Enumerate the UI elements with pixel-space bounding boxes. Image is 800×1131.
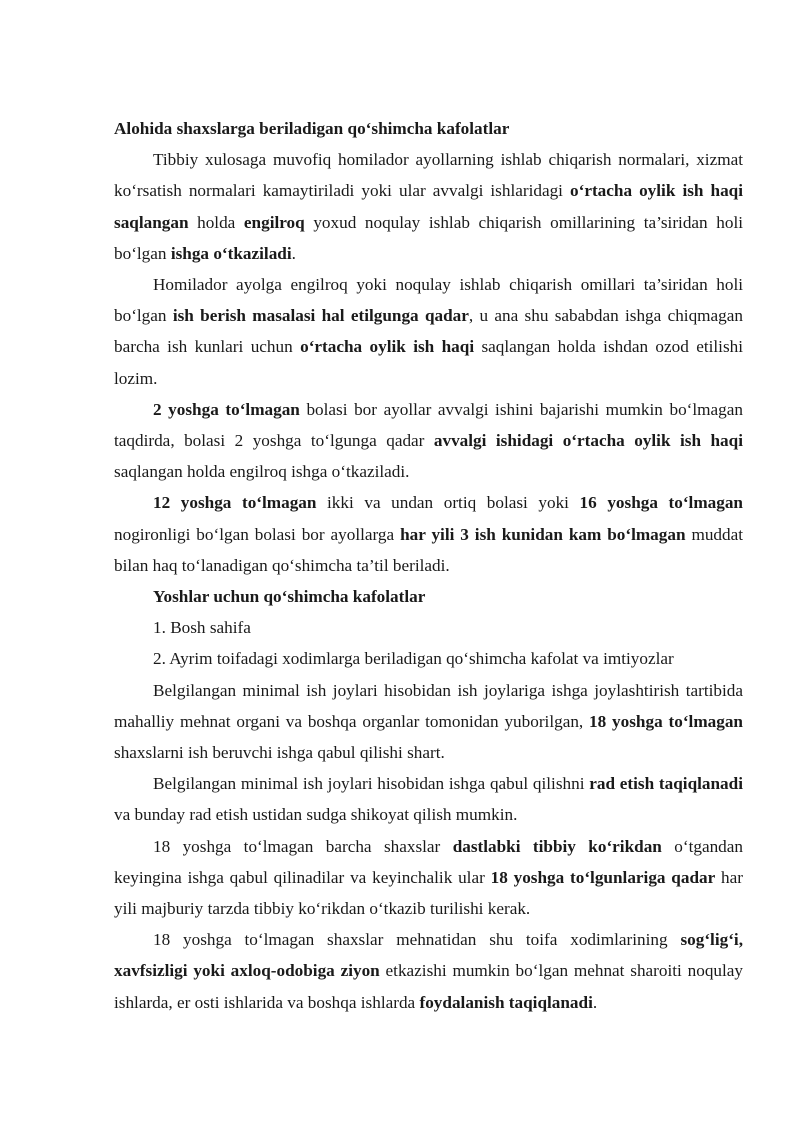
paragraph	[114, 924, 743, 1018]
bold-text: engilroq	[243, 212, 305, 232]
text-run: Yoshlar uchun qo‘shimcha kafolatlar	[153, 587, 426, 607]
bold-text: 12 yoshga to‘lmagan	[153, 493, 317, 513]
list-item	[114, 643, 743, 674]
text-run: yoxud noqulay ishlab chiqarish omillarining ta’siridan holi bo‘lgan	[114, 212, 743, 263]
text-run: o‘tgandan keyingina ishga qabul qilinadilar va keyinchalik ular	[114, 836, 743, 887]
text-run: Belgilangan minimal ish joylari hisobidan ishga qabul qilishni	[153, 774, 590, 794]
text-run: nogironligi bo‘lgan bolasi bor ayollarga	[114, 524, 401, 544]
bold-text: 18 yoshga to‘lmagan	[589, 711, 743, 731]
text-run: saqlangan holda engilroq ishga o‘tkaziladi.	[114, 462, 410, 482]
text-run: Homilador ayolga engilroq yoki noqulay ishlab chiqarish omillari ta’siridan holi bo‘lgan	[114, 275, 743, 326]
text-run: holda	[188, 212, 244, 232]
text-run: , u ana shu sababdan ishga chiqmagan barcha ish kunlari uchun	[114, 306, 743, 357]
text-run: .	[592, 992, 598, 1012]
paragraph	[114, 269, 743, 394]
bold-text: 2 yoshga to‘lmagan	[153, 399, 300, 419]
bold-text: ish berish masalasi hal etilgunga qadar	[172, 306, 469, 326]
text-run: shaxslarni ish beruvchi ishga qabul qilishi shart.	[114, 743, 445, 763]
text-run: .	[291, 243, 296, 263]
bold-text: foydalanish taqiqlanadi	[419, 992, 593, 1012]
document-body	[114, 144, 743, 1018]
text-run: 2. Ayrim toifadagi xodimlarga beriladigan qo‘shimcha kafolat va imtiyozlar	[153, 649, 674, 669]
text-run: 18 yoshga to‘lmagan shaxslar mehnatidan shu toifa xodimlarining	[153, 930, 681, 950]
text-run: Tibbiy xulosaga muvofiq homilador ayollarning ishlab chiqarish normalari, xizmat ko‘rsatish normalari kamaytiriladi yoki ular avvalgi ishlaridagi	[114, 150, 743, 201]
bold-text: ishga o‘tkaziladi	[170, 243, 292, 263]
bold-text: sog‘lig‘i, xavfsizligi yoki axloq-odobiga ziyon	[114, 930, 743, 981]
text-run: 18 yoshga to‘lmagan barcha shaxslar	[153, 836, 453, 856]
bold-text: 18 yoshga to‘lgunlariga qadar	[490, 867, 716, 887]
text-run: etkazishi mumkin bo‘lgan mehnat sharoiti noqulay ishlarda, er osti ishlarida va boshqa ishlarda	[114, 961, 743, 1012]
text-run: saqlangan holda ishdan ozod etilishi lozim.	[114, 337, 744, 388]
bold-text: 16 yoshga to‘lmagan	[579, 493, 743, 513]
paragraph	[114, 487, 743, 581]
section-heading: Alohida shaxslarga beriladigan qo‘shimcha kafolatlar	[114, 119, 510, 138]
document-page	[114, 113, 743, 1018]
paragraph	[114, 675, 743, 769]
bold-text: o‘rtacha oylik ish haqi	[300, 337, 475, 357]
text-run: har yili majburiy tarzda tibbiy ko‘rikdan o‘tkazib turilishi kerak.	[114, 867, 743, 919]
paragraph	[114, 394, 743, 488]
text-run: bolasi bor ayollar avvalgi ishini bajarishi mumkin bo‘lmagan taqdirda, bolasi 2 yoshga to‘lgunga qadar	[114, 399, 743, 451]
bold-text: avvalgi ishidagi o‘rtacha oylik ish haqi	[433, 431, 743, 451]
paragraph	[114, 144, 743, 269]
bold-text: o‘rtacha oylik ish haqi saqlangan	[114, 181, 743, 232]
bold-text: rad etish taqiqlanadi	[589, 774, 743, 794]
bold-text: har yili 3 ish kunidan kam bo‘lmagan	[400, 524, 686, 544]
paragraph	[114, 831, 743, 925]
text-run: va bunday rad etish ustidan sudga shikoyat qilish mumkin.	[114, 805, 518, 825]
bold-text: dastlabki tibbiy ko‘rikdan	[452, 836, 662, 856]
text-run: 1. Bosh sahifa	[153, 618, 251, 638]
list-item	[114, 612, 743, 643]
text-run: Belgilangan minimal ish joylari hisobidan ish joylariga ishga joylashtirish tartibida mahalliy mehnat organi va boshqa organlar tomonidan yuborilgan,	[114, 680, 743, 731]
text-run: ikki va undan ortiq bolasi yoki	[316, 493, 580, 513]
paragraph	[114, 768, 743, 830]
subsection-heading	[114, 581, 743, 612]
text-run: muddat bilan haq to‘lanadigan qo‘shimcha ta’til beriladi.	[114, 524, 744, 575]
